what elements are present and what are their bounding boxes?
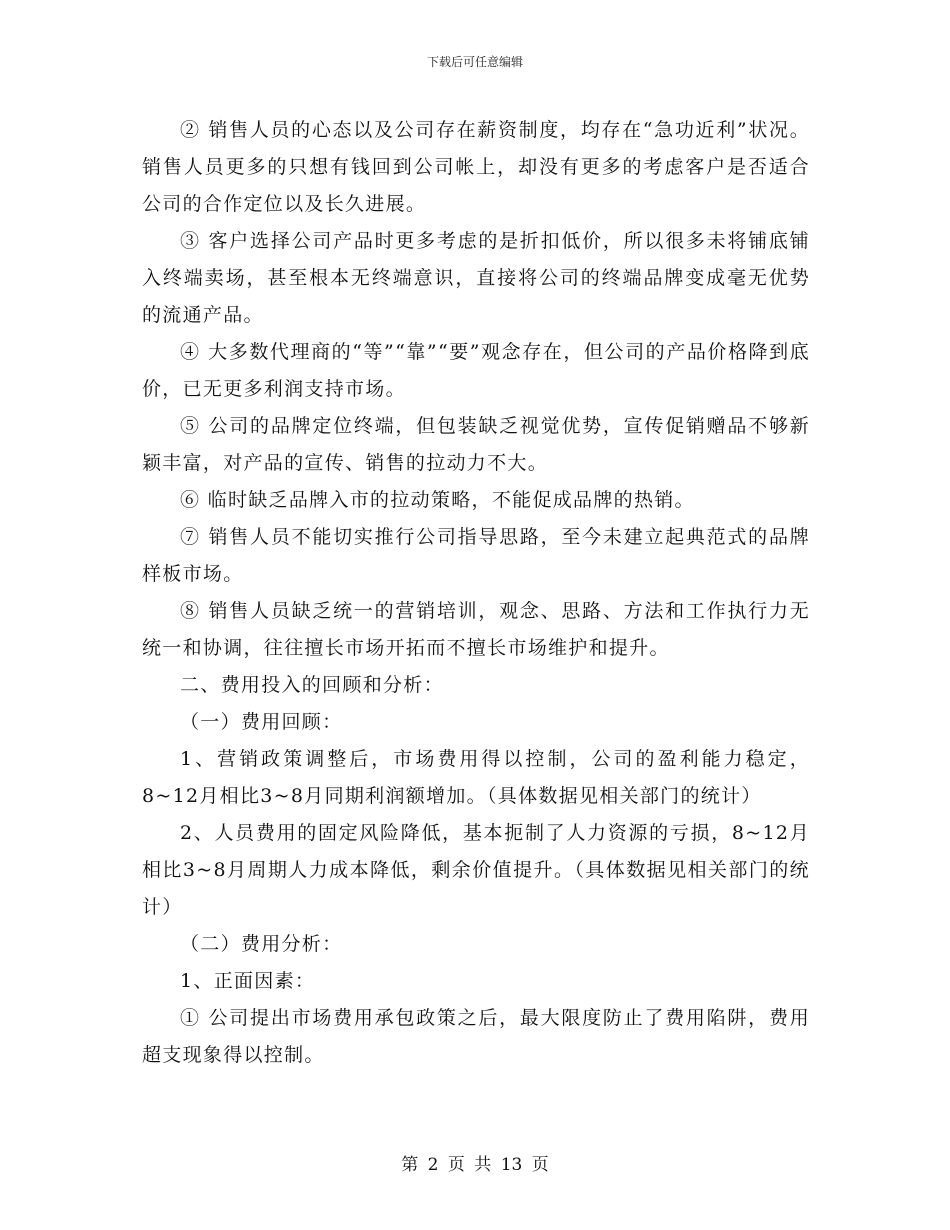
page-footer (0, 1154, 950, 1176)
paragraph-point-2: ② 销售人员的心态以及公司存在薪资制度，均存在“急功近利”状况。销售人员更多的只想有钱回到公司帐上，却没有更多的考虑客户是否适合公司的合作定位以及长久进展。 (142, 119, 810, 215)
header-note: 下载后可任意编辑 (426, 55, 523, 69)
section-heading-2: 二、费用投入的回顾和分析： (180, 674, 444, 696)
paragraph-point-6: ⑥ 临时缺乏品牌入市的拉动策略，不能促成品牌的热销。 (180, 489, 695, 511)
page-number-label: 第 2 页 共 13 页 (401, 1155, 549, 1175)
document-body (142, 112, 810, 1074)
page-header (0, 54, 950, 70)
paragraph-point-8: ⑧ 销售人员缺乏统一的营销培训，观念、思路、方法和工作执行力无统一和协调，往往擅长市场开拓而不擅长市场维护和提升。 (142, 600, 810, 659)
subsection-heading-cost-review: （一）费用回顾： (180, 711, 343, 733)
paragraph-point-5: ⑤ 公司的品牌定位终端，但包装缺乏视觉优势，宣传促销赠品不够新颖丰富，对产品的宣传、销售的拉动力不大。 (142, 415, 810, 474)
paragraph-positive-1: ① 公司提出市场费用承包政策之后，最大限度防止了费用陷阱，费用超支现象得以控制。 (142, 1007, 810, 1066)
subsection-heading-cost-analysis: （二）费用分析： (180, 933, 343, 955)
paragraph-point-3: ③ 客户选择公司产品时更多考虑的是折扣低价，所以很多未将铺底铺入终端卖场，甚至根本无终端意识，直接将公司的终端品牌变成毫无优势的流通产品。 (142, 230, 810, 326)
analysis-heading-positive: 1、正面因素： (180, 970, 316, 992)
paragraph-review-1: 1、营销政策调整后，市场费用得以控制，公司的盈利能力稳定，8~12月相比3~8月同期利润额增加。（具体数据见相关部门的统计） (142, 748, 810, 807)
paragraph-point-7: ⑦ 销售人员不能切实推行公司指导思路，至今未建立起典范式的品牌样板市场。 (142, 526, 810, 585)
paragraph-review-2: 2、人员费用的固定风险降低，基本扼制了人力资源的亏损，8~12月相比3~8月周期人力成本降低，剩余价值提升。（具体数据见相关部门的统计） (142, 822, 810, 918)
paragraph-point-4: ④ 大多数代理商的“等”“靠”“要”观念存在，但公司的产品价格降到底价，已无更多利润支持市场。 (142, 341, 810, 400)
